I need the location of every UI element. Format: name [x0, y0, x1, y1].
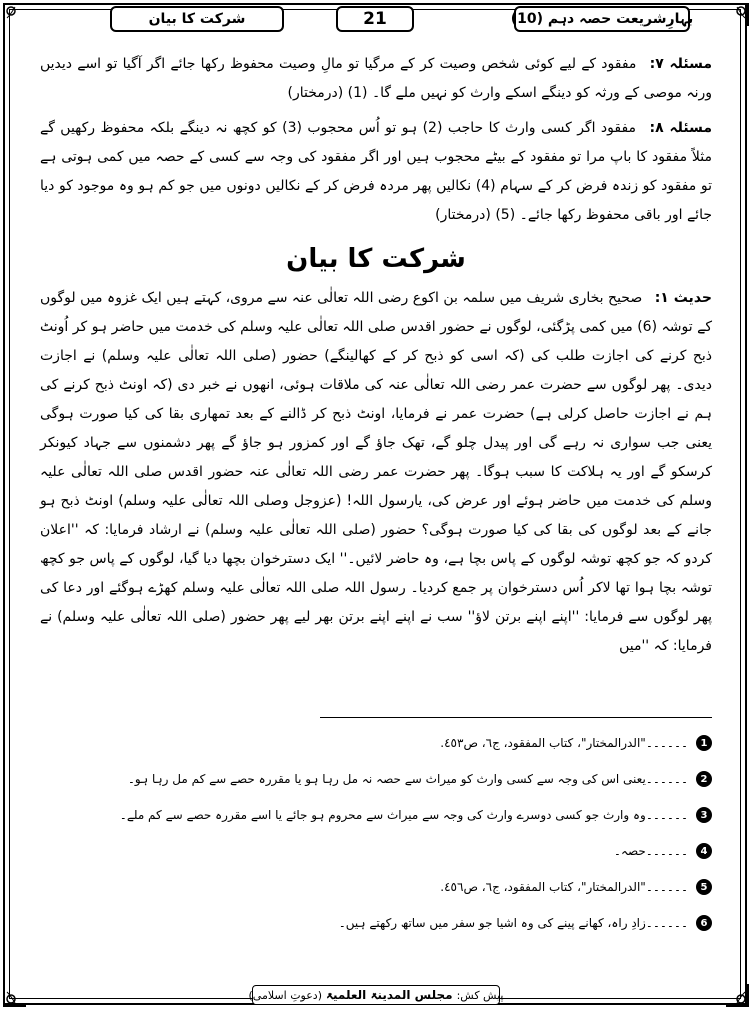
footnote-number: 6 [696, 915, 712, 931]
footnote-text: ۔۔۔۔۔۔"الدرالمختار"، کتاب المفقود، ج٦، ص٤٥٣. [440, 736, 688, 750]
corner-ornament-icon [724, 2, 750, 28]
header-book-title: بہارِشریعت حصہ دہم (10) [514, 6, 690, 32]
footnote-divider [320, 717, 712, 718]
footnote-item [40, 838, 712, 864]
footnote-item [40, 874, 712, 900]
footer-org-name: مجلس المدینۃ العلمیۃ [326, 988, 453, 1002]
footnote-item [40, 802, 712, 828]
masala-label: مسئلہ ۷: [649, 56, 713, 72]
masala-paragraph [40, 50, 712, 108]
corner-ornament-icon [724, 982, 750, 1008]
corner-ornament-icon [2, 2, 28, 28]
footnote-number: 2 [696, 771, 712, 787]
masala-text: مفقود اگر کسی وارث کا حاجب (2) ہو تو اُس محجوب (3) کو کچھ نہ دینگے بلکہ محفوظ رکھیں گے مثلاً مفقود کا باپ مرا تو مفقود کے بیٹے محجوب ہیں اور اگر مفقود کی وجہ سے کسی کے حصہ میں کمی ہوتی ہے تو مفقود کو زندہ فرض کر کے سہام (4) نکالیں پھر مردہ فرض کر کے نکالیں دونوں میں جو کم ہو وہ موجود کو دیا جائے اور باقی محفوظ رکھا جائے۔ (5) (درمختار) [40, 120, 712, 223]
footnote-item [40, 730, 712, 756]
masala-label: مسئلہ ۸: [649, 120, 712, 136]
hadith-text: صحیح بخاری شریف میں سلمہ بن اکوع رضی اللہ تعالٰی عنہ سے مروی، کہتے ہیں ایک غزوہ میں لوگوں کے توشہ (6) میں کمی پڑگئی، لوگوں نے حضور اقدس صلی اللہ تعالٰی علیہ وسلم کی خدمت میں حاضر ہو کر اُونٹ ذبح کرنے کی اجازت طلب کی (کہ اسی کو ذبح کر کے کھالینگے) حضور (صلی اللہ تعالٰی علیہ وسلم) نے اجازت دیدی۔ پھر لوگوں سے حضرت عمر رضی اللہ تعالٰی عنہ کی ملاقات ہوئی، انھوں نے خبر دی (کہ اونٹ ذبح کرنے کی ہم نے اجازت حاصل کرلی ہے) حضرت عمر نے فرمایا، اونٹ ذبح کر ڈالنے کے بعد تمھاری بقا کی کیا صورت ہوگی یعنی جب سواری نہ رہے گی اور پیدل چلو گے، تھک جاؤ گے اور کمزور ہو جاؤ گے پھر دشمنوں سے جہاد کیونکر کرسکو گے اور یہ ہلاکت کا سبب ہوگا۔ پھر حضرت عمر رضی اللہ تعالٰی عنہ حضور اقدس صلی اللہ تعالٰی علیہ وسلم کی خدمت میں حاضر ہوئے اور عرض کی، یارسول اللہ! (عزوجل وصلی اللہ تعالٰی علیہ وسلم) اونٹ ذبح ہو جانے کے بعد لوگوں کی بقا کی کیا صورت ہوگی؟ حضور (صلی اللہ تعالٰی علیہ وسلم) نے ارشاد فرمایا: کہ ''اعلان کردو کہ جو کچھ توشہ لوگوں کے پاس بچا ہے، وہ حاضر لائیں۔'' ایک دسترخوان بچھا دیا گیا، لوگوں کے پاس جو کچھ توشہ بچا ہوا تھا لاکر اُس دسترخوان پر جمع کردیا۔ رسول اللہ صلی اللہ تعالٰی علیہ وسلم کھڑے ہوگئے اور دعا کی پھر لوگوں سے فرمایا: ''اپنے اپنے برتن لاؤ'' سب نے اپنے اپنے برتن بھر لیے پھر حضور (صلی اللہ تعالٰی علیہ وسلم) نے فرمایا: کہ ''میں [40, 290, 712, 654]
publisher-footer [248, 985, 504, 1005]
footnote-text: ۔۔۔۔۔۔زادِ راہ، کھانے پینے کی وہ اشیا جو سفر میں ساتھ رکھتے ہیں۔ [338, 916, 688, 930]
header-chapter-title: شرکت کا بیان [110, 6, 284, 32]
masala-paragraph [40, 114, 712, 230]
footer-prefix: پیش کش: [456, 988, 504, 1002]
footnote-text: ۔۔۔۔۔۔یعنی اس کی وجہ سے کسی وارث کو میراث سے حصہ نہ مل رہا ہو یا مقررہ حصے سے کم مل رہا ہو۔ [127, 772, 688, 786]
hadith-paragraph [40, 284, 712, 661]
footnote-item [40, 910, 712, 936]
main-content [40, 50, 712, 667]
hadith-label: حدیث ۱: [654, 290, 712, 306]
corner-ornament-icon [2, 982, 28, 1008]
footer-suffix: (دعوتِ اسلامی) [248, 988, 322, 1002]
footnote-number: 1 [696, 735, 712, 751]
section-title: شرکت کا بیان [286, 244, 466, 274]
page-number: 21 [336, 6, 414, 32]
footnote-number: 3 [696, 807, 712, 823]
footnote-text: ۔۔۔۔۔۔حصہ۔ [613, 844, 688, 858]
footnote-number: 5 [696, 879, 712, 895]
footnote-text: ۔۔۔۔۔۔وہ وارث جو کسی دوسرے وارث کی وجہ سے میراث سے محروم ہو جائے یا اسے مقررہ حصے سے کم ملے۔ [119, 808, 688, 822]
footnote-item [40, 766, 712, 792]
footnotes-list [40, 730, 712, 946]
masala-text: مفقود کے لیے کوئی شخص وصیت کر کے مرگیا تو مالِ وصیت محفوظ رکھا جائے اگر آگیا تو اسے دیدیں ورنہ موصی کے ورثہ کو دینگے اسکے وارث کو نہیں ملے گا۔ (1) (درمختار) [40, 56, 712, 101]
footnote-number: 4 [696, 843, 712, 859]
footnote-text: ۔۔۔۔۔۔"الدرالمختار"، کتاب المفقود، ج٦، ص٤٥٦. [440, 880, 688, 894]
